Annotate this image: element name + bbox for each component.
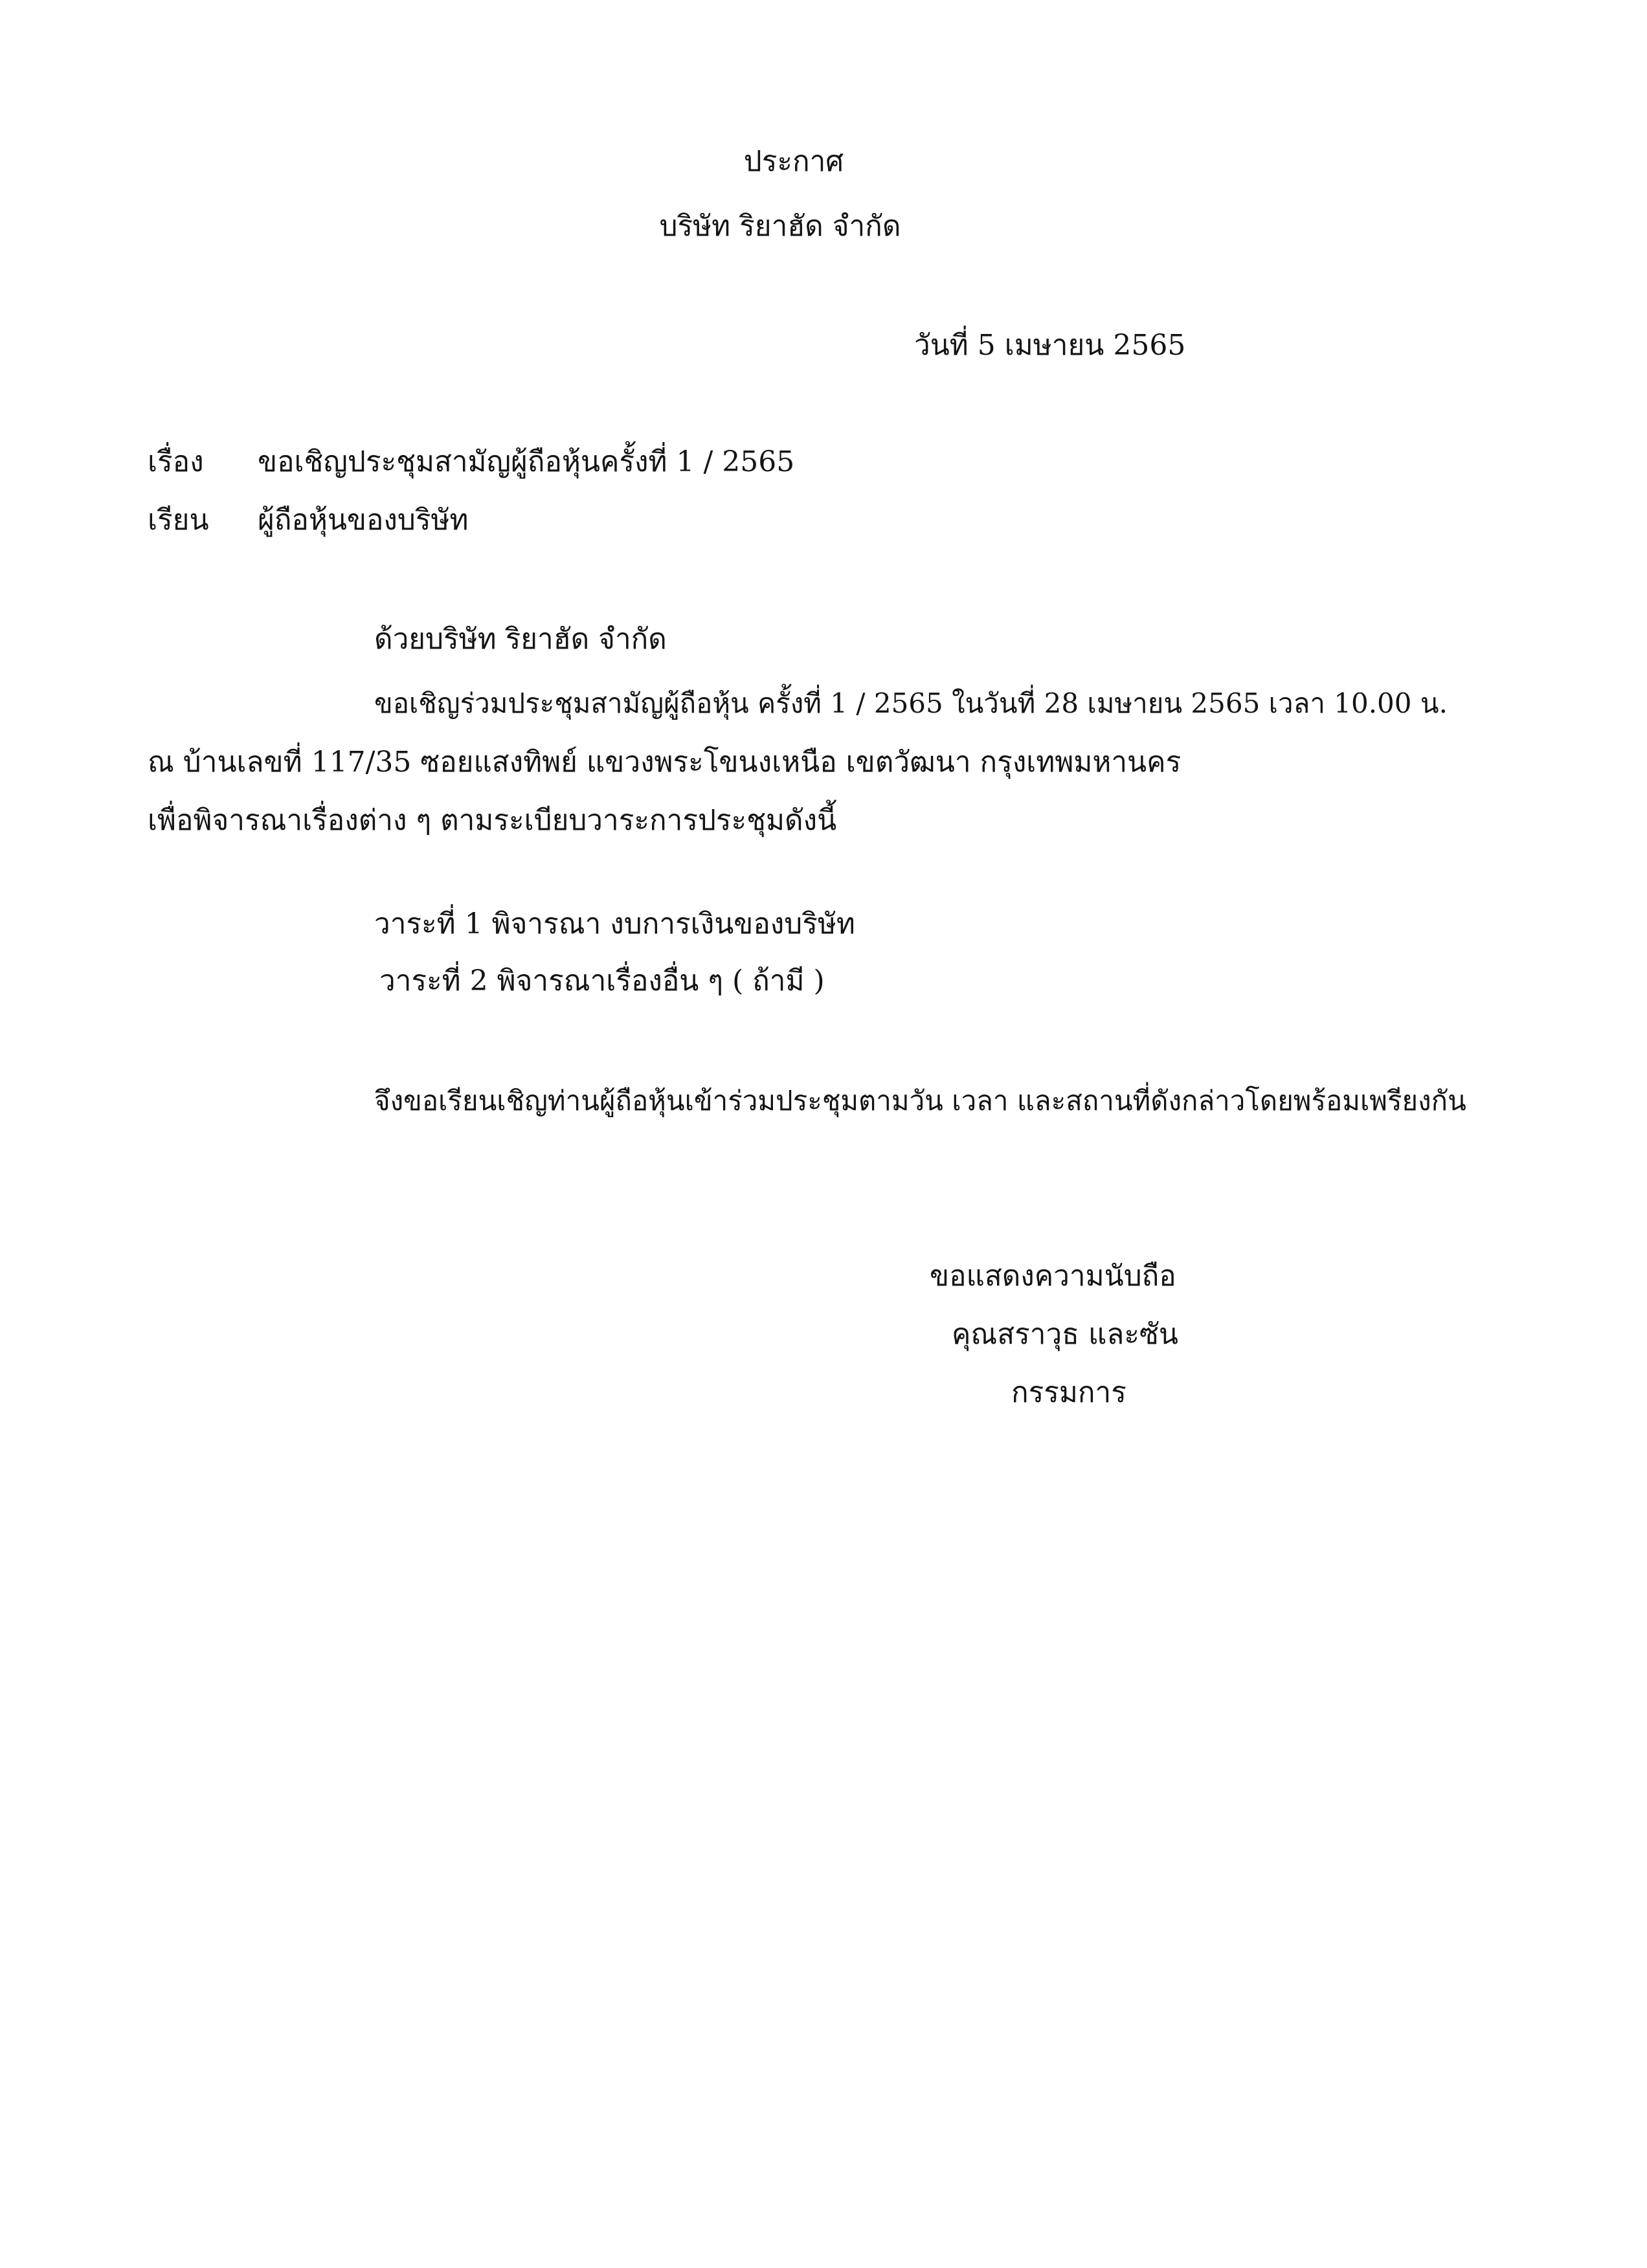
signature-regards: ขอแสดงความนับถือ <box>930 1260 1176 1293</box>
recipient-label: เรียน <box>148 504 209 537</box>
body-line-3: ณ บ้านเลขที่ 117/35 ซอยแสงทิพย์ แขวงพระโขนงเหนือ เขตวัฒนา กรุงเทพมหานคร <box>148 746 1182 779</box>
document-date: วันที่ 5 เมษายน 2565 <box>914 329 1186 362</box>
body-line-4: เพื่อพิจารณาเรื่องต่าง ๆ ตามระเบียบวาระการประชุมดังนี้ <box>148 804 837 837</box>
body-line-2: ขอเชิญร่วมประชุมสามัญผู้ถือหุ้น ครั้งที่ 1 / 2565 ในวันที่ 28 เมษายน 2565 เวลา 10.00 น. <box>374 687 1448 719</box>
body-line-1: ด้วยบริษัท ริยาฮัด จำกัด <box>374 623 667 656</box>
subject-text: ขอเชิญประชุมสามัญผู้ถือหุ้นครั้งที่ 1 / 2565 <box>258 445 795 478</box>
subject-label: เรื่อง <box>148 445 204 478</box>
recipient-text: ผู้ถือหุ้นของบริษัท <box>258 504 469 537</box>
agenda-item: วาระที่ 1 พิจารณา งบการเงินของบริษัท <box>374 907 855 940</box>
signature-name: คุณสราวุธ และซัน <box>952 1318 1178 1351</box>
agenda-item: วาระที่ 2 พิจารณาเรื่องอื่น ๆ ( ถ้ามี ) <box>379 964 825 997</box>
signature-position: กรรมการ <box>1011 1376 1126 1409</box>
closing-statement: จึงขอเรียนเชิญท่านผู้ถือหุ้นเข้าร่วมประชุมตามวัน เวลา และสถานที่ดังกล่าวโดยพร้อมเพรียงกัน <box>374 1085 1466 1117</box>
company-name: บริษัท ริยาฮัด จำกัด <box>659 210 901 243</box>
document-title: ประกาศ <box>743 145 844 178</box>
